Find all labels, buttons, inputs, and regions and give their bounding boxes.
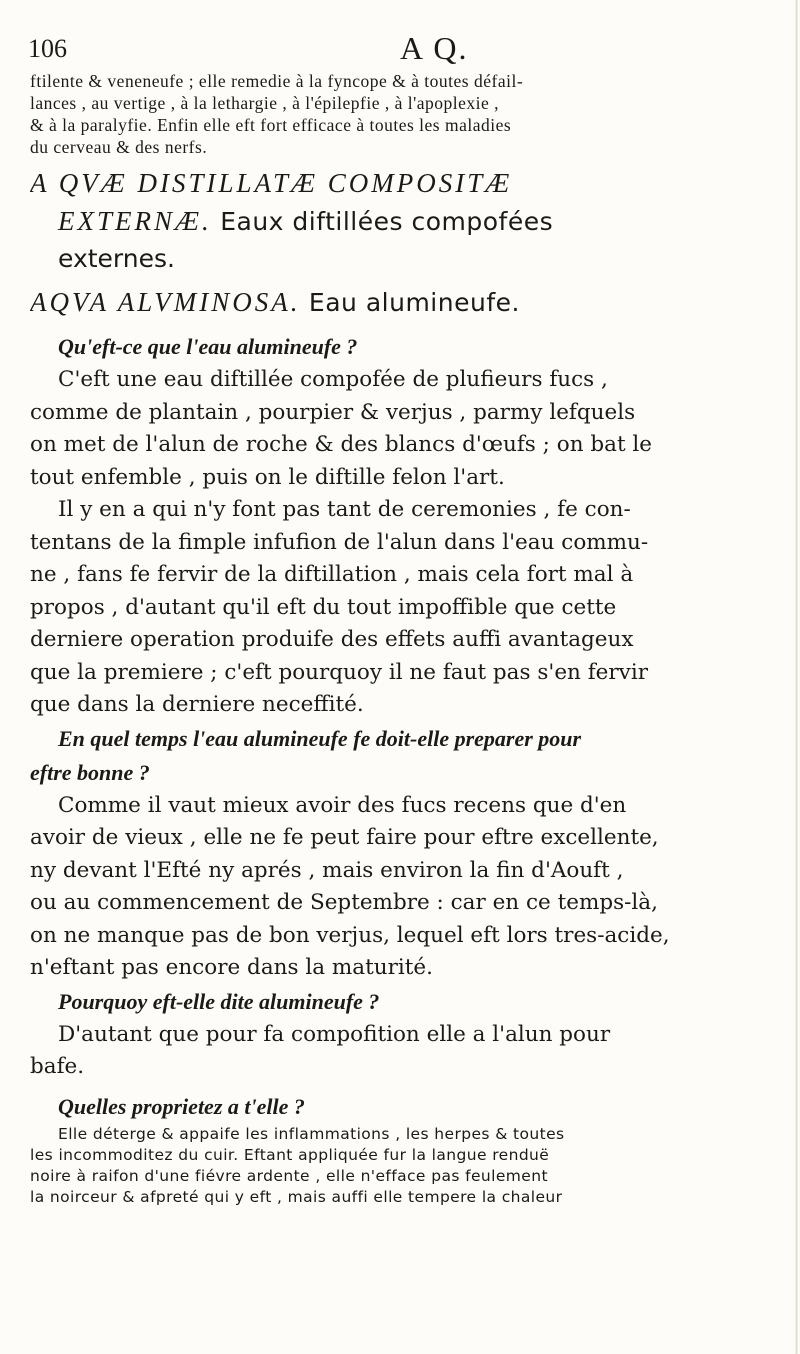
text-line: Comme il vaut mieux avoir des fucs recens que d'en: [58, 792, 627, 818]
text-line: la noirceur & afpreté qui y eft , mais auffi elle tempere la chaleur: [30, 1187, 563, 1206]
text-line: on met de l'alun de roche & des blancs d'œufs ; on bat le: [30, 432, 653, 457]
text-line: que dans la derniere neceffité.: [30, 692, 364, 717]
text-line: comme de plantain , pourpier & verjus , parmy lefquels: [30, 399, 636, 425]
text-line: avoir de vieux , elle ne fe peut faire pour eftre excellente,: [30, 825, 659, 850]
section-heading-aquae-distillatae: [30, 164, 785, 277]
text-line: D'autant que pour fa compofition elle a l'alun pour: [58, 1021, 611, 1047]
text-line: du cerveau & des nerfs.: [30, 137, 208, 157]
text-line: Elle déterge & appaife les inflammations , les herpes & toutes: [58, 1124, 565, 1143]
text-line: propos , d'autant qu'il eft du tout impoffible que cette: [30, 594, 617, 620]
text-line: ftilente & veneneufe ; elle remedie à la fyncope & à toutes défail-: [30, 71, 524, 91]
question-block-4: [30, 1090, 785, 1208]
text-line: que la premiere ; c'eft pourquoy il ne faut pas s'en fervir: [30, 659, 648, 685]
text-line: tentans de la fimple infufion de l'alun dans l'eau commu-: [30, 529, 649, 555]
page-header: [28, 20, 788, 70]
question-heading: En quel temps l'eau alumineufe fe doit-elle preparer pour: [58, 725, 582, 751]
text-line: derniere operation produife des effets auffi avantageux: [30, 627, 634, 652]
section-title-line: A QVÆ DISTILLATÆ COMPOSITÆ: [30, 168, 513, 198]
text-line: & à la paralyfie. Enfin elle eft fort efficace à toutes les maladies: [30, 115, 512, 135]
section-title-french: Eaux diftillées compofées: [211, 207, 554, 236]
running-head: A Q.: [400, 30, 469, 66]
page-number: 106: [28, 34, 67, 63]
question-block-1: [30, 330, 785, 722]
text-line: tout enfemble , puis on le diftille felon l'art.: [30, 464, 505, 490]
section-title-italic: EXTERNÆ.: [58, 206, 212, 236]
question-heading: eftre bonne ?: [30, 759, 150, 785]
question-heading: Quelles proprietez a t'elle ?: [58, 1093, 305, 1119]
question-heading: Pourquoy eft-elle dite alumineufe ?: [58, 988, 380, 1014]
text-line: noire à raifon d'une fiévre ardente , elle n'efface pas feulement: [30, 1166, 548, 1185]
text-line: bafe.: [30, 1054, 85, 1079]
section-heading-aqua-aluminosa: [30, 283, 785, 322]
text-line: Il y en a qui n'y font pas tant de ceremonies , fe con-: [58, 497, 631, 522]
section-title-line: externes.: [58, 244, 175, 273]
question-block-2: [30, 722, 785, 985]
text-line: on ne manque pas de bon verjus, lequel eft lors tres-acide,: [30, 922, 670, 948]
text-line: n'eftant pas encore dans la maturité.: [30, 955, 433, 980]
page-edge: [795, 0, 798, 1354]
section-title-italic: AQVA ALVMINOSA.: [30, 287, 301, 317]
section-title-line: [30, 202, 785, 241]
text-line: lances , au vertige , à la lethargie , à l'épilepfie , à l'apoplexie ,: [30, 93, 500, 113]
intro-paragraph: [30, 70, 785, 158]
question-heading: Qu'eft-ce que l'eau alumineufe ?: [58, 334, 358, 359]
text-line: ou au commencement de Septembre : car en ce temps-là,: [30, 890, 658, 915]
text-line: les incommoditez du cuir. Eftant appliquée fur la langue renduë: [30, 1145, 550, 1164]
text-line: ne , fans fe fervir de la diftillation , mais cela fort mal à: [30, 562, 634, 587]
page-body: [30, 70, 785, 1208]
text-line: C'eft une eau diftillée compofée de plufieurs fucs ,: [58, 367, 608, 392]
text-line: ny devant l'Efté ny aprés , mais environ la fin d'Aouft ,: [30, 857, 624, 883]
section-title-french: Eau alumineufe.: [300, 288, 520, 317]
question-block-3: [30, 985, 785, 1084]
